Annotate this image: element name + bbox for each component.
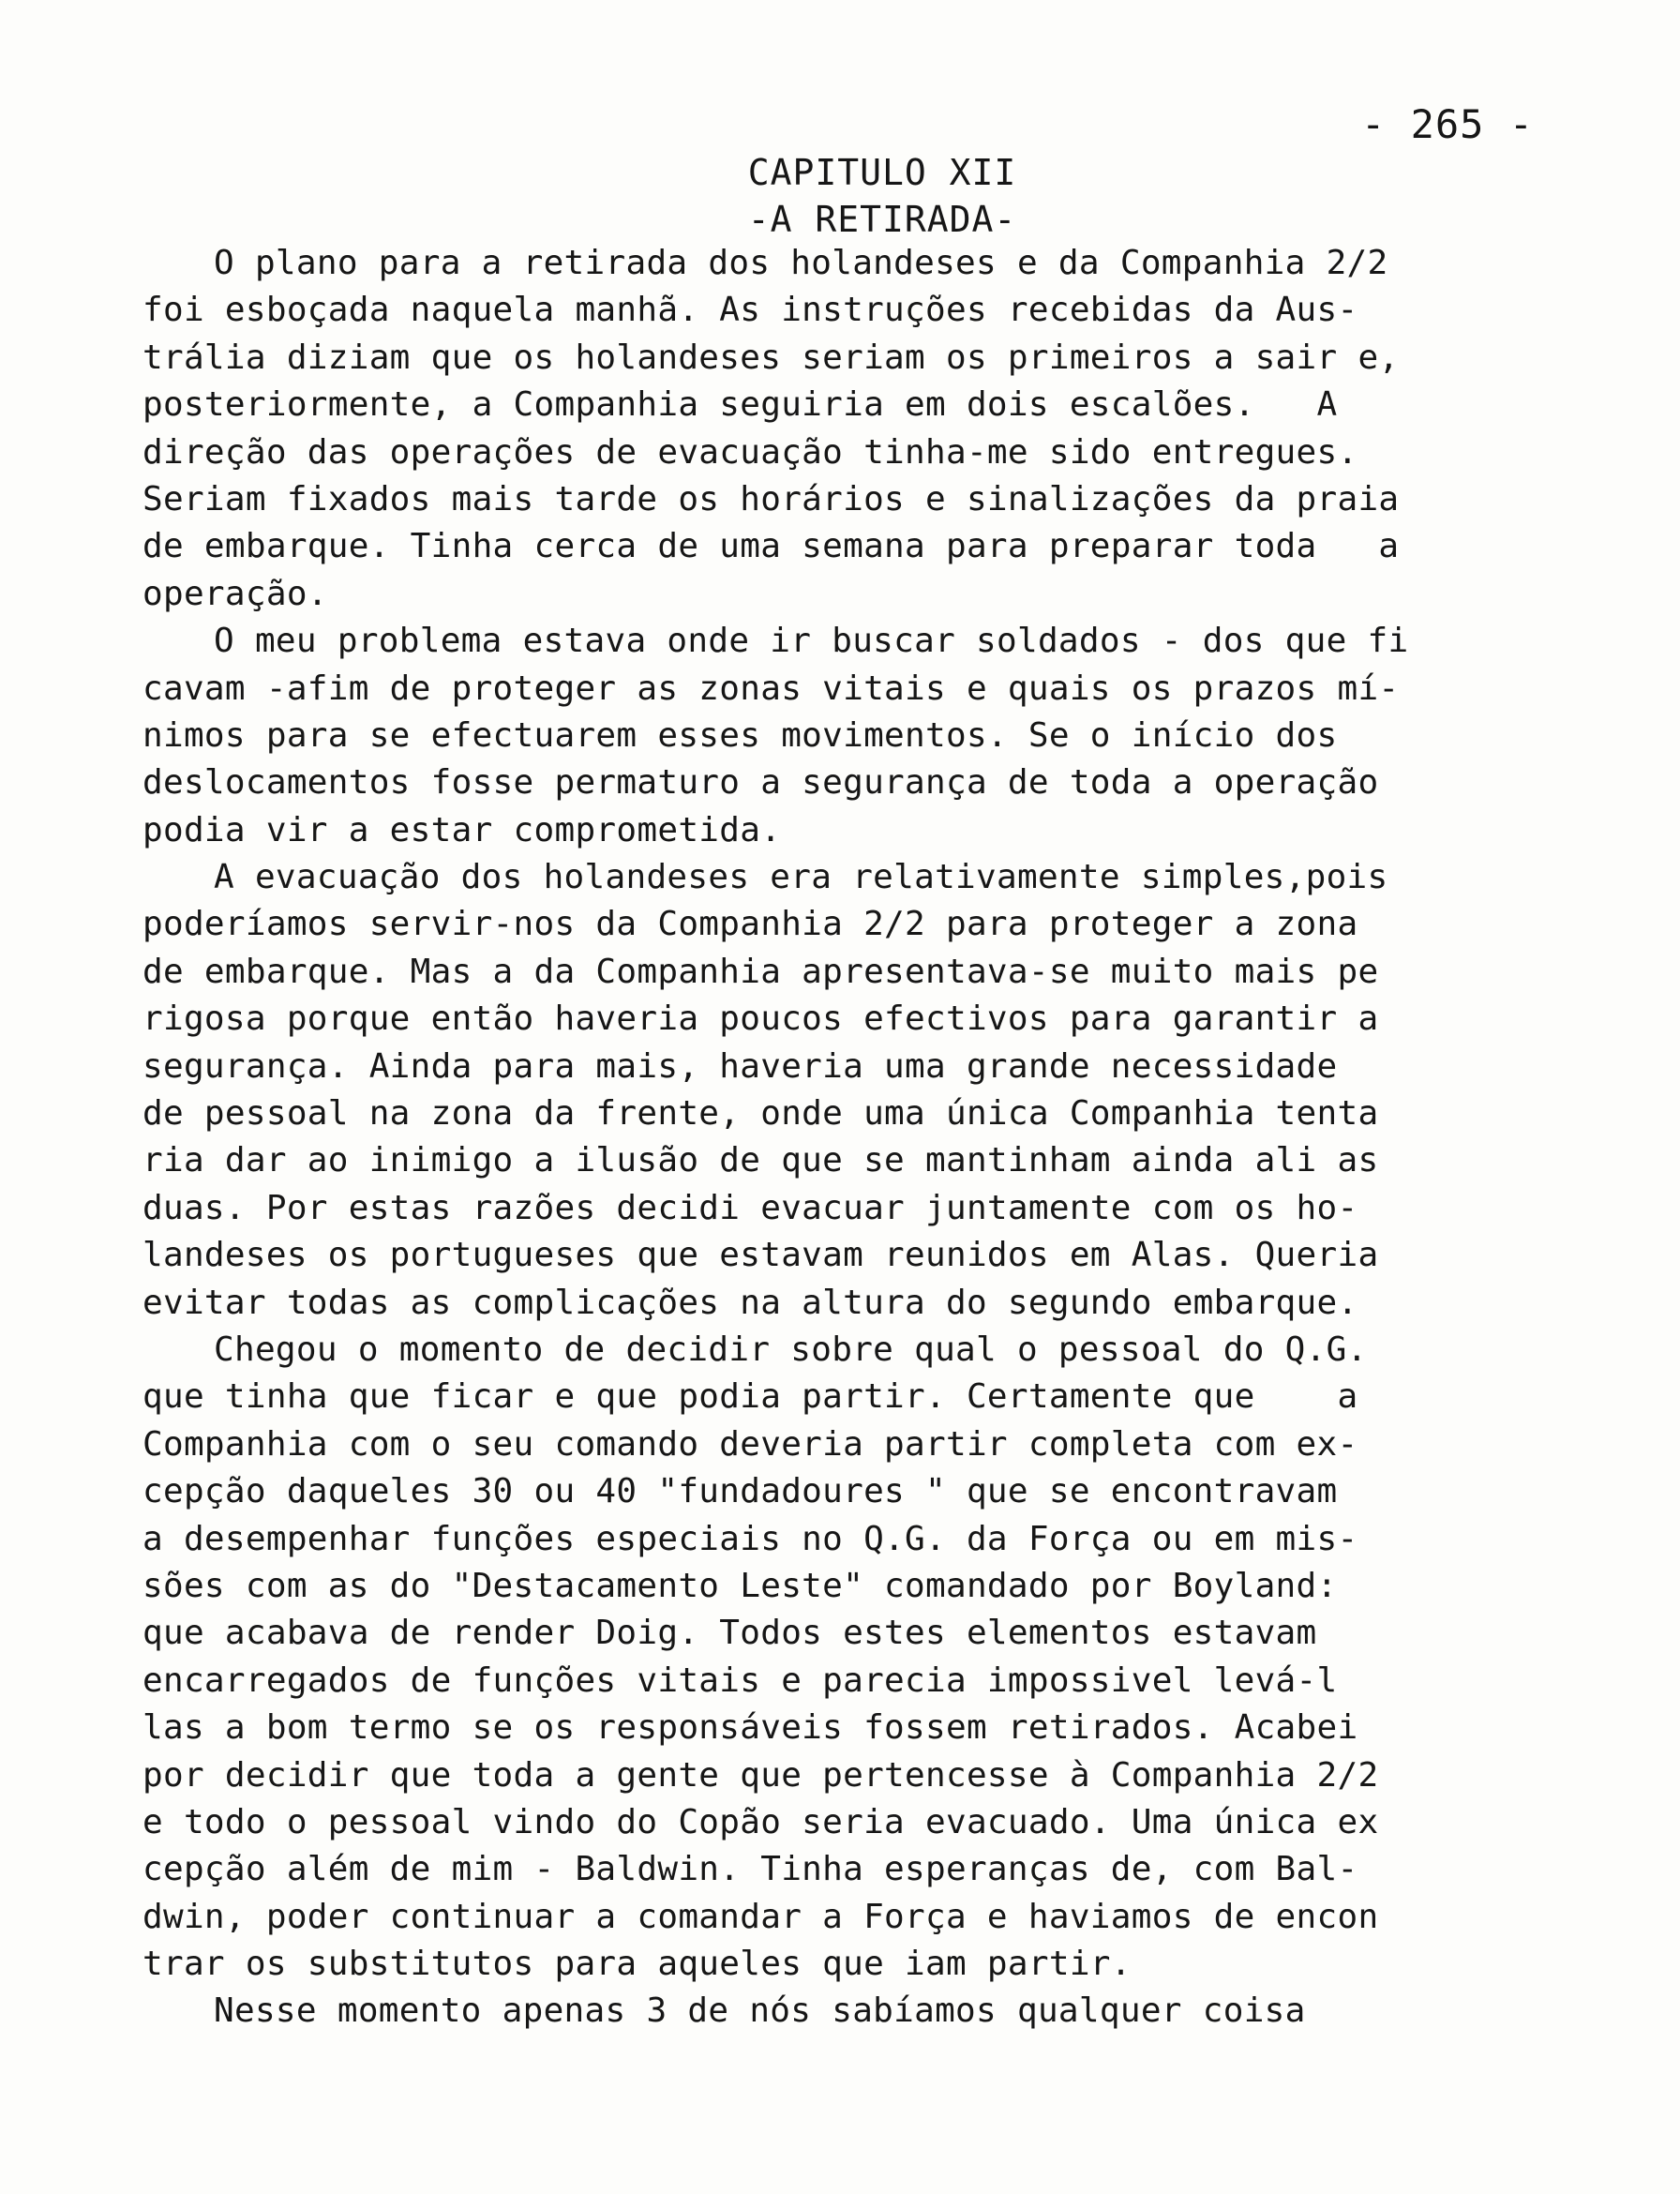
body-text	[142, 240, 1568, 2036]
text-line: e todo o pessoal vindo do Copão seria evacuado. Uma única ex	[142, 1802, 1379, 1841]
text-line: encarregados de funções vitais e parecia impossivel levá-l	[142, 1661, 1338, 1700]
text-line: Chegou o momento de decidir sobre qual o pessoal do Q.G.	[214, 1330, 1368, 1369]
text-line: cepção daqueles 30 ou 40 "fundadoures " que se encontravam	[142, 1472, 1338, 1511]
text-line: que acabava de render Doig. Todos estes elementos estavam	[142, 1614, 1317, 1653]
text-line: O meu problema estava onde ir buscar soldados - dos que fi	[214, 622, 1409, 661]
text-line: podia vir a estar comprometida.	[142, 810, 782, 849]
text-line: dwin, poder continuar a comandar a Força e haviamos de encon	[142, 1897, 1379, 1936]
text-line: de pessoal na zona da frente, onde uma única Companhia tenta	[142, 1094, 1379, 1134]
text-line: A evacuação dos holandeses era relativamente simples,pois	[214, 858, 1388, 897]
text-line: direção das operações de evacuação tinha-me sido entregues.	[142, 432, 1358, 472]
text-line: por decidir que toda a gente que pertencesse à Companhia 2/2	[142, 1755, 1379, 1795]
text-line: deslocamentos fosse permaturo a segurança de toda a operação	[142, 763, 1379, 803]
text-line: cavam -afim de proteger as zonas vitais e quais os prazos mí-	[142, 669, 1400, 708]
chapter-subtitle: -A RETIRADA-	[747, 199, 1017, 240]
text-line: posteriormente, a Companhia seguiria em dois escalões. A	[142, 385, 1338, 425]
text-line: evitar todas as complicações na altura do segundo embarque.	[142, 1283, 1358, 1322]
text-line: duas. Por estas razões decidi evacuar juntamente com os ho-	[142, 1188, 1358, 1227]
text-line: trar os substitutos para aqueles que iam partir.	[142, 1945, 1132, 1984]
text-line: a desempenhar funções especiais no Q.G. da Força ou em mis-	[142, 1519, 1358, 1558]
text-line: O plano para a retirada dos holandeses e da Companhia 2/2	[214, 244, 1388, 282]
text-line: Nesse momento apenas 3 de nós sabíamos qualquer coisa	[214, 1991, 1306, 2031]
chapter-title: CAPITULO XII	[747, 152, 1017, 193]
text-line: cepção além de mim - Baldwin. Tinha esperanças de, com Bal-	[142, 1850, 1358, 1889]
text-line: trália diziam que os holandeses seriam os primeiros a sair e,	[142, 338, 1400, 377]
text-line: ria dar ao inimigo a ilusão de que se mantinham ainda ali as	[142, 1141, 1379, 1180]
text-line: nimos para se efectuarem esses movimentos. Se o início dos	[142, 715, 1338, 755]
text-line: sões com as do "Destacamento Leste" comandado por Boyland:	[142, 1566, 1338, 1605]
text-line: landeses os portugueses que estavam reunidos em Alas. Queria	[142, 1236, 1379, 1275]
text-line: de embarque. Mas a da Companhia apresentava-se muito mais pe	[142, 952, 1379, 991]
text-line: operação.	[142, 574, 328, 613]
text-line: poderíamos servir-nos da Companhia 2/2 para proteger a zona	[142, 905, 1358, 944]
page-number: - 265 -	[1361, 101, 1535, 147]
text-line: foi esboçada naquela manhã. As instruções recebidas da Aus-	[142, 291, 1358, 330]
text-line: Seriam fixados mais tarde os horários e sinalizações da praia	[142, 479, 1400, 518]
text-line: de embarque. Tinha cerca de uma semana para preparar toda a	[142, 527, 1400, 566]
text-line: segurança. Ainda para mais, haveria uma grande necessidade	[142, 1046, 1338, 1086]
text-line: que tinha que ficar e que podia partir. Certamente que a	[142, 1377, 1358, 1417]
text-line: rigosa porque então haveria poucos efectivos para garantir a	[142, 999, 1379, 1039]
text-line: Companhia com o seu comando deveria partir completa com ex-	[142, 1424, 1358, 1464]
text-line: las a bom termo se os responsáveis fossem retirados. Acabei	[142, 1708, 1358, 1748]
